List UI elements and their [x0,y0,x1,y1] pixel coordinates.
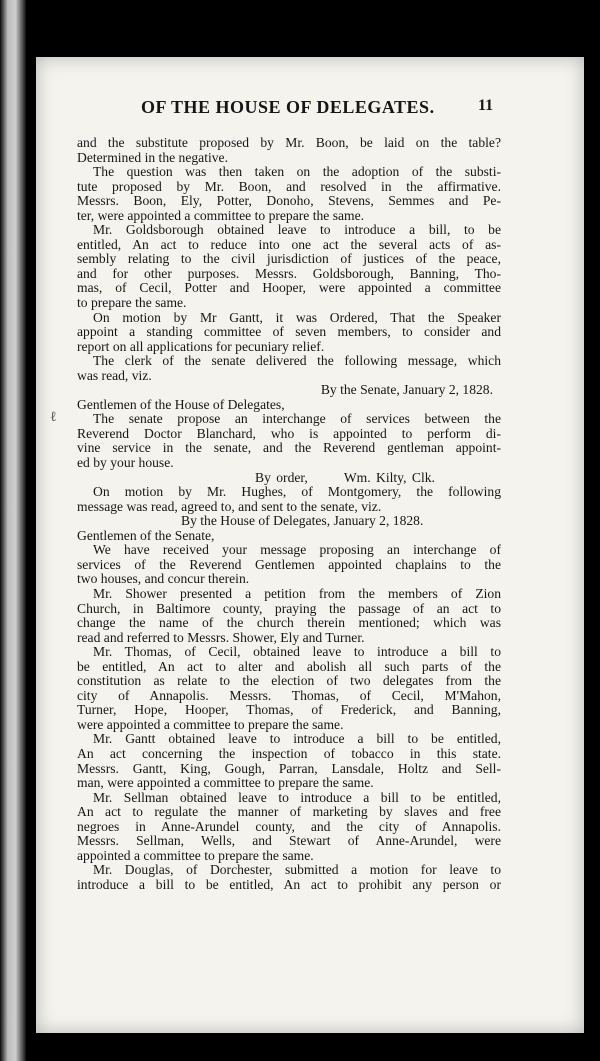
text-line: constitution as relate to the election of two delegates from the [77,673,501,689]
text-line: Determined in the negative. [77,149,228,165]
text-line: The senate propose an interchange of services between the [93,411,501,427]
signature-clerk: Wm. Kilty, Clk. [343,469,435,485]
text-line: services of the Reverend Gentlemen appointed chaplains to the [77,556,501,572]
text-line: ter, were appointed a committee to prepare the same. [77,207,365,223]
text-line: appoint a standing committee of seven members, to consider and [77,324,501,340]
page-number: 11 [478,97,494,114]
text-line: On motion by Mr Gantt, it was Ordered, That the Speaker [93,309,501,325]
text-line: Mr. Gantt obtained leave to introduce a bill to be entitled, [93,731,501,747]
signature-line [77,471,501,486]
text-line: We have received your message proposing an interchange of [93,542,501,558]
dateline-house: By the House of Delegates, January 2, 1828. [181,513,424,529]
text-line: An act concerning the inspection of tobacco in this state. [77,745,501,761]
text-line: On motion by Mr. Hughes, of Montgomery, the following [93,484,501,500]
text-line: Mr. Sellman obtained leave to introduce a bill to be entitled, [93,789,501,805]
text-line: be entitled, An act to alter and abolish all such parts of the [77,658,501,674]
text-line: Messrs. Sellman, Wells, and Stewart of Anne-Arundel, were [77,833,501,849]
text-line: Mr. Goldsborough obtained leave to introduce a bill, to be [93,222,501,238]
text-line: Mr. Douglas, of Dorchester, submitted a motion for leave to [93,862,501,878]
text-line: Mr. Thomas, of Cecil, obtained leave to introduce a bill to [93,644,501,660]
text-line: were appointed a committee to prepare the same. [77,716,344,732]
text-line: two houses, and concur therein. [77,571,250,587]
text-line: vine service in the senate, and the Reverend gentleman appoint- [77,440,501,456]
text-line: Reverend Doctor Blanchard, who is appointed to perform di- [77,425,501,441]
text-line: change the name of the church therein mentioned; which was [77,615,501,631]
text-line: introduce a bill to be entitled, An act to prohibit any person or [77,876,501,892]
text-line: ed by your house. [77,455,174,471]
text-line: and the substitute proposed by Mr. Boon, be laid on the table? [77,135,501,150]
text-line: Messrs. Gantt, King, Gough, Parran, Lansdale, Holtz and Sell- [77,760,501,776]
salutation: Gentlemen of the House of Delegates, [77,396,285,412]
text-line: was read, viz. [77,367,152,383]
text-line: to prepare the same. [77,295,187,311]
text-line: sembly relating to the civil jurisdiction of justices of the peace, [77,251,501,267]
signature-by-order: By order, [255,469,308,485]
text-line: entitled, An act to reduce into one act the several acts of as- [77,236,501,252]
dateline-senate: By the Senate, January 2, 1828. [320,382,493,398]
text-line: The question was then taken on the adoption of the substi- [93,164,501,180]
page-title: OF THE HOUSE OF DELEGATES. [141,97,435,117]
text-line: negroes in Anne-Arundel county, and the city of Annapolis. [77,818,501,834]
text-line: message was read, agreed to, and sent to the senate, viz. [77,498,382,514]
text-line: report on all applications for pecuniary relief. [77,338,325,354]
text-line: mas, of Cecil, Potter and Hooper, were appointed a committee [77,280,501,296]
adjacent-page-edge [0,0,26,1061]
handwritten-margin-mark: ℓ [50,410,57,425]
text-line: Mr. Shower presented a petition from the members of Zion [93,585,501,601]
text-line: tute proposed by Mr. Boon, and resolved in the affirmative. [77,178,501,194]
text-line: An act to regulate the manner of marketing by slaves and free [77,804,501,820]
text-line: The clerk of the senate delivered the following message, which [93,353,501,369]
text-line: read and referred to Messrs. Shower, Ely and Turner. [77,629,365,645]
running-header [36,97,584,119]
text-line: and for other purposes. Messrs. Goldsborough, Banning, Tho- [77,265,501,281]
text-line: city of Annapolis. Messrs. Thomas, of Cecil, M'Mahon, [77,687,501,703]
salutation: Gentlemen of the Senate, [77,527,215,543]
text-line: man, were appointed a committee to prepare the same. [77,775,374,791]
text-line: appointed a committee to prepare the same. [77,847,314,863]
book-page [36,57,584,1033]
journal-text [77,136,501,892]
text-line: Turner, Hope, Hooper, Thomas, of Frederick, and Banning, [77,702,501,718]
text-line: Messrs. Boon, Ely, Potter, Donoho, Stevens, Semmes and Pe- [77,193,501,209]
text-line: Church, in Baltimore county, praying the passage of an act to [77,600,501,616]
